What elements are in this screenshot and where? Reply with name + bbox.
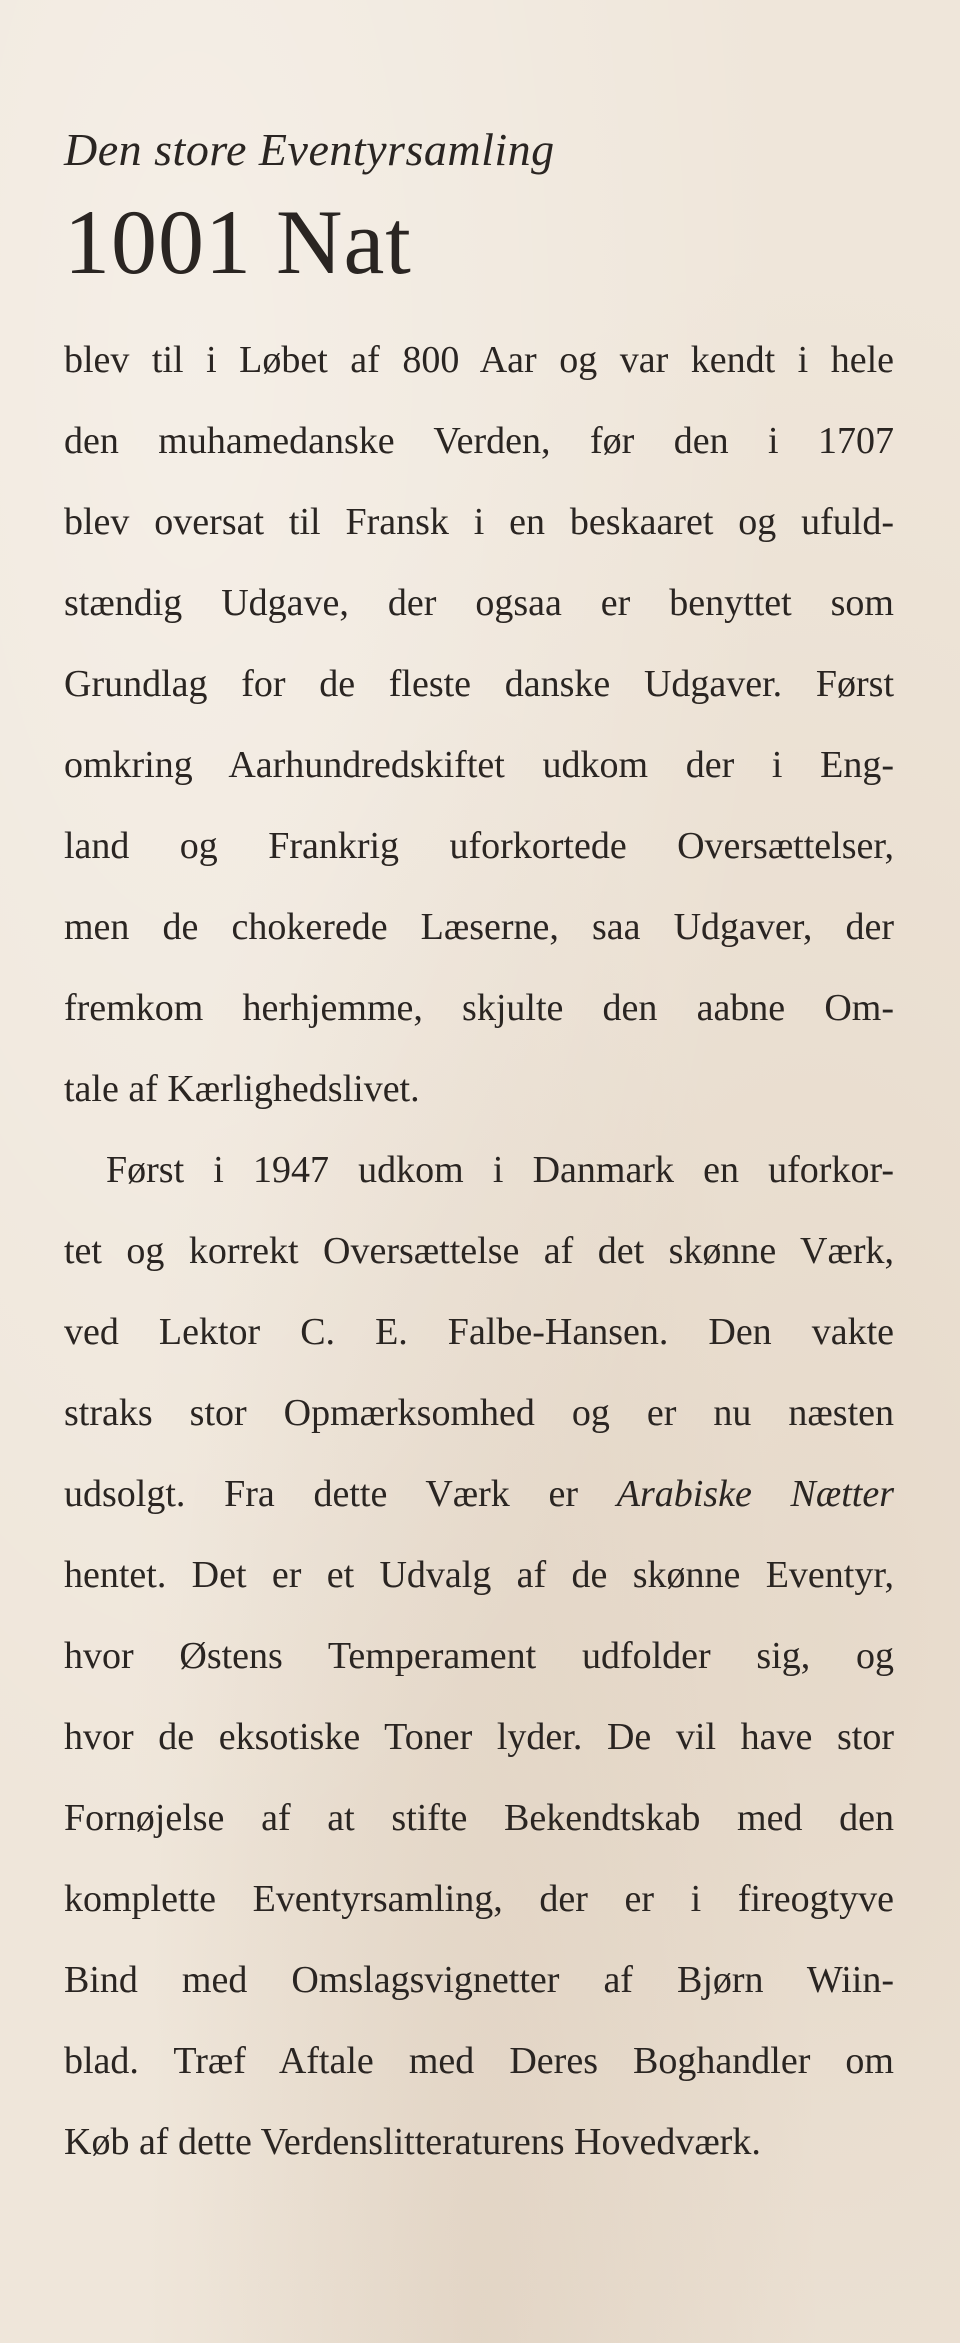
text-line: blad. Træf Aftale med Deres Boghandler om (64, 2040, 894, 2082)
text-line: straks stor Opmærksomhed og er nu næsten (64, 1392, 894, 1434)
text-fragment: udsolgt. Fra dette Værk er (64, 1473, 617, 1515)
paragraph-translation (64, 1130, 894, 2183)
text-line: Først i 1947 udkom i Danmark en uforkor- (106, 1149, 894, 1191)
text-line: hentet. Det er et Udvalg af de skønne Eventyr, (64, 1554, 894, 1596)
series-title: Den store Eventyrsamling (64, 124, 555, 175)
text-line: land og Frankrig uforkortede Oversættelser, (64, 825, 894, 867)
text-line: hvor de eksotiske Toner lyder. De vil have stor (64, 1716, 894, 1758)
text-line: men de chokerede Læserne, saa Udgaver, der (64, 906, 894, 948)
text-line: komplette Eventyrsamling, der er i fireogtyve (64, 1878, 894, 1920)
text-line: Køb af dette Verdenslitteraturens Hovedværk. (64, 2121, 761, 2163)
text-line-with-title (64, 1454, 894, 1535)
text-line: Bind med Omslagsvignetter af Bjørn Wiin- (64, 1959, 894, 2001)
text-line: tale af Kærlighedslivet. (64, 1068, 420, 1110)
text-line: blev oversat til Fransk i en beskaaret og ufuld- (64, 501, 894, 543)
text-line: Grundlag for de fleste danske Udgaver. Først (64, 663, 894, 705)
text-line: Fornøjelse af at stifte Bekendtskab med den (64, 1797, 894, 1839)
text-line: blev til i Løbet af 800 Aar og var kendt i hele (64, 339, 894, 381)
text-line: omkring Aarhundredskiftet udkom der i Eng- (64, 744, 894, 786)
text-line: ved Lektor C. E. Falbe-Hansen. Den vakte (64, 1311, 894, 1353)
text-line: stændig Udgave, der ogsaa er benyttet som (64, 582, 894, 624)
text-line: tet og korrekt Oversættelse af det skønne Værk, (64, 1230, 894, 1272)
cover-text-block (64, 120, 894, 2183)
text-line: hvor Østens Temperament udfolder sig, og (64, 1635, 894, 1677)
book-title: 1001 Nat (64, 191, 412, 293)
book-title-reference: Arabiske Nætter (616, 1473, 894, 1515)
text-line: fremkom herhjemme, skjulte den aabne Om- (64, 987, 894, 1029)
paragraph-history (64, 320, 894, 1130)
text-line: den muhamedanske Verden, før den i 1707 (64, 420, 894, 462)
